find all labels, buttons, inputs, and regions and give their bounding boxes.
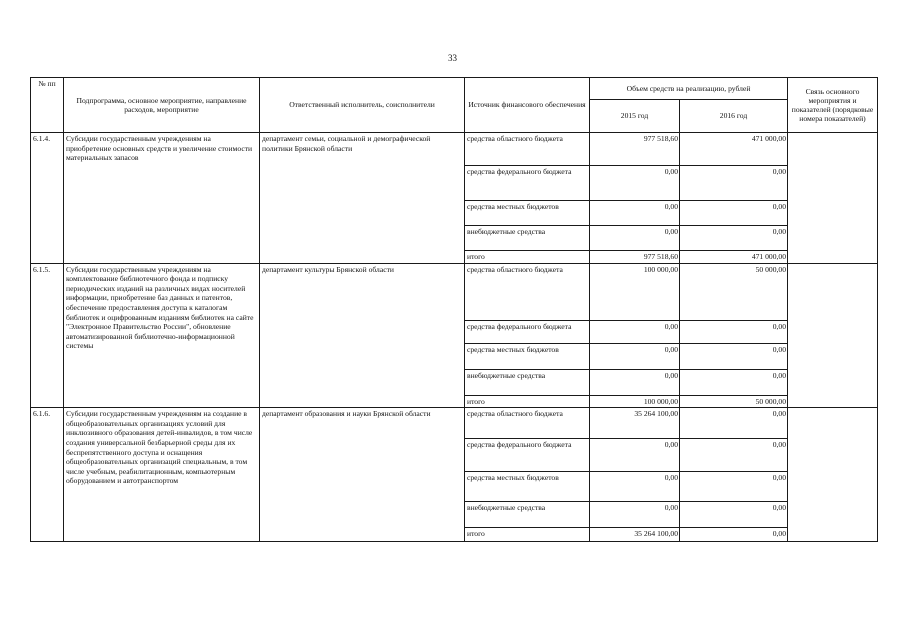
header-link: Связь основного мероприятия и показателей (порядковые номера показателей) <box>788 78 878 133</box>
value-2015: 0,00 <box>590 439 680 472</box>
total-2015: 977 518,60 <box>590 251 680 264</box>
header-executor: Ответственный исполнитель, соисполнители <box>260 78 465 133</box>
total-label: итого <box>465 528 590 542</box>
value-2016: 0,00 <box>680 408 788 439</box>
row-program: Субсидии государственным учреждениям на создание в общеобразовательных организациях условий для инклюзивного образования детей-инвалидов, в том числе создания универсальной безбарьерной среды для их беспрепятственного доступа и оснащения общеобразовательных организаций специальным, в том числе учебным, реабилитационным, компьютерным оборудованием и автотранспортом <box>64 408 260 542</box>
budget-table <box>30 77 878 542</box>
total-label: итого <box>465 251 590 264</box>
value-2016: 0,00 <box>680 472 788 502</box>
value-2015: 35 264 100,00 <box>590 408 680 439</box>
table-row <box>31 133 878 166</box>
value-2015: 0,00 <box>590 166 680 201</box>
value-2015: 0,00 <box>590 201 680 226</box>
value-2015: 0,00 <box>590 369 680 395</box>
header-year-2016: 2016 год <box>680 100 788 133</box>
source-label: внебюджетные средства <box>465 502 590 528</box>
row-executor: департамент культуры Брянской области <box>260 263 465 408</box>
table-row <box>31 408 878 439</box>
row-number: 6.1.5. <box>31 263 64 408</box>
total-2016: 0,00 <box>680 528 788 542</box>
row-link <box>788 133 878 264</box>
source-label: внебюджетные средства <box>465 226 590 251</box>
value-2016: 471 000,00 <box>680 133 788 166</box>
value-2016: 0,00 <box>680 369 788 395</box>
source-label: средства федерального бюджета <box>465 439 590 472</box>
table-header <box>31 78 878 133</box>
total-2015: 35 264 100,00 <box>590 528 680 542</box>
value-2015: 0,00 <box>590 226 680 251</box>
source-label: средства местных бюджетов <box>465 201 590 226</box>
table-row <box>31 263 878 320</box>
value-2015: 977 518,60 <box>590 133 680 166</box>
value-2016: 0,00 <box>680 502 788 528</box>
value-2016: 0,00 <box>680 201 788 226</box>
page-number: 33 <box>448 53 457 63</box>
source-label: средства федерального бюджета <box>465 320 590 343</box>
total-label: итого <box>465 395 590 408</box>
row-executor: департамент образования и науки Брянской области <box>260 408 465 542</box>
header-year-2015: 2015 год <box>590 100 680 133</box>
source-label: средства федерального бюджета <box>465 166 590 201</box>
value-2016: 0,00 <box>680 343 788 369</box>
total-2015: 100 000,00 <box>590 395 680 408</box>
row-number: 6.1.6. <box>31 408 64 542</box>
row-executor: департамент семьи, социальной и демографической политики Брянской области <box>260 133 465 264</box>
value-2015: 100 000,00 <box>590 263 680 320</box>
source-label: средства местных бюджетов <box>465 343 590 369</box>
source-label: средства местных бюджетов <box>465 472 590 502</box>
header-source: Источник финансового обеспечения <box>465 78 590 133</box>
value-2015: 0,00 <box>590 472 680 502</box>
total-2016: 471 000,00 <box>680 251 788 264</box>
value-2015: 0,00 <box>590 320 680 343</box>
value-2016: 0,00 <box>680 320 788 343</box>
value-2016: 0,00 <box>680 166 788 201</box>
row-program: Субсидии государственным учреждениям на комплектование библиотечного фонда и подписку периодических изданий на различных видах носителей информации, приобретение баз данных и патентов, обеспечение предоставления доступа к каталогам библиотек и оцифрованным изданиям библиотек на сайте "Электронное Правительство России", обновление автоматизированной библиотечно-информационной системы <box>64 263 260 408</box>
source-label: внебюджетные средства <box>465 369 590 395</box>
header-volume: Объем средств на реализацию, рублей <box>590 78 788 100</box>
row-link <box>788 408 878 542</box>
table-body <box>31 133 878 542</box>
value-2016: 50 000,00 <box>680 263 788 320</box>
value-2015: 0,00 <box>590 343 680 369</box>
source-label: средства областного бюджета <box>465 133 590 166</box>
value-2016: 0,00 <box>680 226 788 251</box>
total-2016: 50 000,00 <box>680 395 788 408</box>
value-2016: 0,00 <box>680 439 788 472</box>
row-number: 6.1.4. <box>31 133 64 264</box>
header-num: № пп <box>31 78 64 133</box>
row-program: Субсидии государственным учреждениям на приобретение основных средств и увеличение стоимости материальных запасов <box>64 133 260 264</box>
value-2015: 0,00 <box>590 502 680 528</box>
header-program: Подпрограмма, основное мероприятие, направление расходов, мероприятие <box>64 78 260 133</box>
source-label: средства областного бюджета <box>465 408 590 439</box>
row-link <box>788 263 878 408</box>
source-label: средства областного бюджета <box>465 263 590 320</box>
